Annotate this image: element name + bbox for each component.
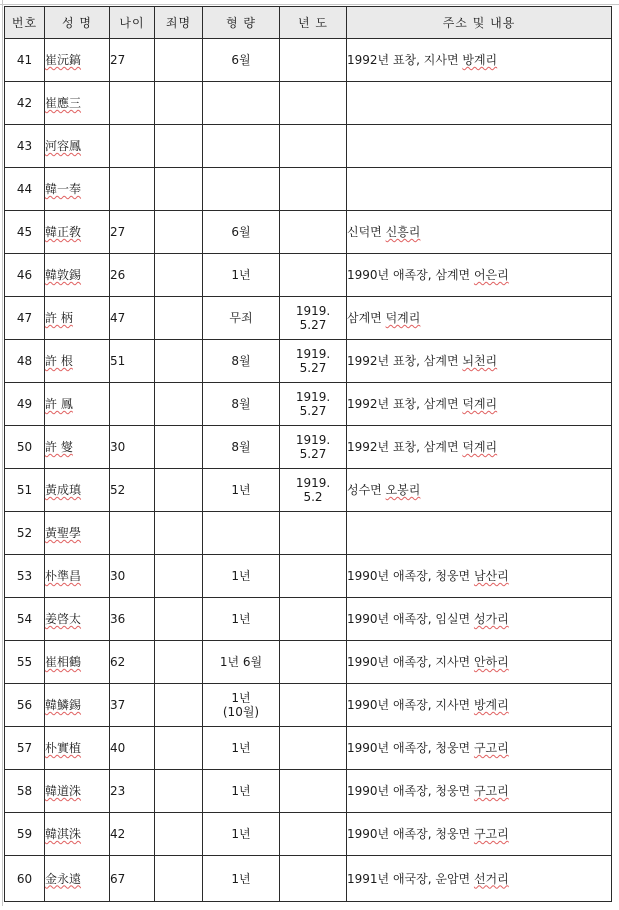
cell-number (5, 340, 45, 383)
cell-sentence (203, 125, 280, 168)
cell-age-text: 42 (110, 827, 126, 841)
cell-sentence-text: 8월 (231, 440, 251, 454)
cell-name-text: 韓一奉 (45, 182, 82, 196)
cell-address (347, 598, 612, 641)
cell-crime (155, 469, 203, 512)
table-row (5, 598, 612, 641)
cell-name (45, 383, 110, 426)
cell-year (280, 297, 347, 340)
cell-name (45, 641, 110, 684)
cell-age-text: 47 (110, 311, 126, 325)
cell-sentence-text: 1년 (231, 483, 251, 497)
cell-number-text: 42 (16, 96, 33, 110)
cell-sentence (203, 555, 280, 598)
cell-sentence (203, 512, 280, 555)
cell-sentence-text: 1년 (231, 569, 251, 583)
cell-name-text: 韓正敎 (45, 225, 82, 239)
cell-name (45, 598, 110, 641)
table-row (5, 684, 612, 727)
cell-sentence-text: 8월 (231, 354, 251, 368)
cell-address-text: 1992년 표창, 삼계면 덕계리 (347, 397, 498, 411)
cell-name-text: 姜啓太 (45, 612, 82, 626)
cell-age-text: 52 (110, 483, 126, 497)
cell-sentence (203, 168, 280, 211)
cell-sentence (203, 340, 280, 383)
cell-year (280, 856, 347, 902)
cell-name-text: 崔沅鎬 (45, 53, 82, 67)
cell-name (45, 168, 110, 211)
cell-age (110, 39, 155, 82)
cell-sentence (203, 813, 280, 856)
cell-year (280, 598, 347, 641)
cell-name-text: 韓敦錫 (45, 268, 82, 282)
cell-year (280, 512, 347, 555)
cell-year (280, 813, 347, 856)
cell-sentence-text: 1년 (231, 871, 251, 886)
table-row (5, 125, 612, 168)
cell-sentence (203, 856, 280, 902)
cell-number (5, 512, 45, 555)
independence-activists-table (4, 6, 612, 902)
cell-number-text: 57 (16, 741, 33, 755)
cell-address-text: 신덕면 신흥리 (347, 225, 421, 239)
cell-address-text: 1992년 표창, 삼계면 덕계리 (347, 440, 498, 454)
cell-sentence (203, 641, 280, 684)
cell-crime (155, 813, 203, 856)
header-row (5, 7, 612, 39)
cell-name-text: 許 燮 (45, 440, 73, 454)
cell-year (280, 555, 347, 598)
cell-name (45, 727, 110, 770)
cell-year-text: 1919. 5.27 (295, 390, 331, 418)
cell-age (110, 168, 155, 211)
cell-crime (155, 254, 203, 297)
cell-number-text: 52 (16, 526, 33, 540)
page-left-edge (2, 0, 3, 906)
cell-name-text: 崔相鶴 (45, 655, 82, 669)
cell-age-text: 67 (110, 871, 126, 886)
cell-number (5, 770, 45, 813)
cell-age-text: 27 (110, 53, 126, 67)
cell-year-text: 1919. 5.27 (295, 347, 331, 375)
cell-age (110, 770, 155, 813)
table-body (5, 39, 612, 902)
cell-sentence (203, 211, 280, 254)
table-row (5, 727, 612, 770)
cell-name (45, 469, 110, 512)
cell-number (5, 168, 45, 211)
cell-sentence (203, 727, 280, 770)
cell-number-text: 51 (16, 483, 33, 497)
table-row (5, 168, 612, 211)
cell-name (45, 684, 110, 727)
table-row (5, 512, 612, 555)
header-name: 성 명 (45, 7, 110, 39)
cell-age (110, 641, 155, 684)
cell-sentence-text: 6월 (231, 53, 251, 67)
cell-address (347, 727, 612, 770)
table-row (5, 297, 612, 340)
cell-crime (155, 297, 203, 340)
header-year: 년 도 (280, 7, 347, 39)
cell-sentence-text: 1년 (231, 612, 251, 626)
cell-crime (155, 211, 203, 254)
cell-address-text: 1990년 애족장, 청웅면 구고리 (347, 741, 509, 755)
cell-name (45, 340, 110, 383)
cell-year (280, 39, 347, 82)
cell-number-text: 58 (16, 784, 33, 798)
table-row (5, 813, 612, 856)
cell-crime (155, 555, 203, 598)
cell-address-text: 1990년 애족장, 청웅면 구고리 (347, 827, 509, 841)
cell-number-text: 53 (16, 569, 33, 583)
cell-sentence-text: 1년 (231, 268, 251, 282)
cell-number-text: 60 (16, 871, 33, 886)
cell-age (110, 512, 155, 555)
cell-address (347, 684, 612, 727)
cell-sentence (203, 469, 280, 512)
cell-number-text: 45 (16, 225, 33, 239)
cell-crime (155, 39, 203, 82)
cell-name-text: 韓淇洙 (45, 827, 82, 841)
cell-age-text: 30 (110, 569, 126, 583)
cell-sentence-text: 1년 (231, 784, 251, 798)
cell-crime (155, 770, 203, 813)
cell-sentence (203, 426, 280, 469)
cell-sentence-text: 1년 (231, 741, 251, 755)
cell-age-text: 51 (110, 354, 126, 368)
table-row (5, 82, 612, 125)
cell-sentence-text: 무죄 (229, 311, 253, 325)
cell-name-text: 河容鳳 (45, 139, 82, 153)
cell-crime (155, 727, 203, 770)
cell-crime (155, 125, 203, 168)
table-row (5, 39, 612, 82)
cell-name (45, 82, 110, 125)
cell-year (280, 168, 347, 211)
cell-year (280, 727, 347, 770)
cell-number (5, 82, 45, 125)
cell-number-text: 48 (16, 354, 33, 368)
cell-age (110, 383, 155, 426)
cell-age (110, 125, 155, 168)
cell-crime (155, 641, 203, 684)
table-row (5, 254, 612, 297)
cell-name-text: 許 根 (45, 354, 73, 368)
cell-number (5, 684, 45, 727)
table-row (5, 770, 612, 813)
cell-number-text: 47 (16, 311, 33, 325)
cell-year-text: 1919. 5.27 (295, 304, 331, 332)
cell-name (45, 770, 110, 813)
cell-address-text: 1990년 애족장, 임실면 성가리 (347, 612, 509, 626)
cell-address-text: 1991년 애국장, 운암면 선거리 (347, 871, 509, 886)
cell-address (347, 211, 612, 254)
header-crime: 죄명 (155, 7, 203, 39)
cell-name (45, 211, 110, 254)
cell-name (45, 555, 110, 598)
cell-number (5, 856, 45, 902)
cell-number-text: 41 (16, 53, 33, 67)
cell-number (5, 641, 45, 684)
cell-name-text: 金永遠 (45, 871, 82, 886)
cell-age-text: 26 (110, 268, 126, 282)
cell-number-text: 56 (16, 698, 33, 712)
cell-name-text: 崔應三 (45, 96, 82, 110)
header-number: 번호 (5, 7, 45, 39)
cell-age-text: 36 (110, 612, 126, 626)
cell-number (5, 813, 45, 856)
cell-age-text: 30 (110, 440, 126, 454)
cell-address (347, 125, 612, 168)
cell-crime (155, 856, 203, 902)
header-age: 나이 (110, 7, 155, 39)
cell-number-text: 54 (16, 612, 33, 626)
table-row (5, 426, 612, 469)
cell-age (110, 340, 155, 383)
cell-address (347, 39, 612, 82)
cell-address-text: 1990년 애족장, 삼계면 어은리 (347, 268, 509, 282)
cell-address (347, 168, 612, 211)
cell-age (110, 813, 155, 856)
cell-number (5, 598, 45, 641)
cell-crime (155, 684, 203, 727)
table-row (5, 211, 612, 254)
cell-number-text: 55 (16, 655, 33, 669)
cell-name-text: 黃成瑱 (45, 483, 82, 497)
cell-year (280, 340, 347, 383)
cell-name (45, 856, 110, 902)
cell-crime (155, 426, 203, 469)
cell-sentence (203, 684, 280, 727)
cell-age-text: 27 (110, 225, 126, 239)
cell-address-text: 1990년 애족장, 청웅면 구고리 (347, 784, 509, 798)
table-row (5, 856, 612, 902)
cell-year (280, 770, 347, 813)
cell-name-text: 黃聖學 (45, 526, 82, 540)
cell-number (5, 297, 45, 340)
cell-number-text: 49 (16, 397, 33, 411)
cell-address (347, 297, 612, 340)
cell-name-text: 韓鱗錫 (45, 698, 82, 712)
cell-address (347, 383, 612, 426)
cell-crime (155, 512, 203, 555)
cell-age-text: 23 (110, 784, 126, 798)
cell-number (5, 727, 45, 770)
cell-sentence (203, 82, 280, 125)
cell-address-text: 성수면 오봉리 (347, 483, 421, 497)
cell-address (347, 469, 612, 512)
cell-age (110, 211, 155, 254)
table-row (5, 641, 612, 684)
cell-name-text: 韓道洙 (45, 784, 82, 798)
cell-name-text: 朴實植 (45, 741, 82, 755)
cell-sentence-text: 1년 6월 (219, 655, 263, 669)
cell-crime (155, 383, 203, 426)
header-sentence: 형 량 (203, 7, 280, 39)
cell-age-text: 40 (110, 741, 126, 755)
cell-year (280, 469, 347, 512)
cell-year-text: 1919. 5.2 (295, 476, 331, 504)
cell-sentence (203, 297, 280, 340)
cell-age (110, 684, 155, 727)
cell-age-text: 37 (110, 698, 126, 712)
cell-sentence (203, 598, 280, 641)
cell-age (110, 297, 155, 340)
cell-address-text: 1992년 표창, 삼계면 뇌천리 (347, 354, 498, 368)
cell-number (5, 125, 45, 168)
cell-number (5, 469, 45, 512)
cell-name (45, 813, 110, 856)
cell-address-text: 삼계면 덕계리 (347, 311, 421, 325)
cell-address (347, 813, 612, 856)
cell-sentence-text: 6월 (231, 225, 251, 239)
cell-number (5, 555, 45, 598)
table-row (5, 555, 612, 598)
cell-address (347, 856, 612, 902)
cell-name-text: 許 鳳 (45, 397, 73, 411)
cell-year (280, 254, 347, 297)
cell-name (45, 512, 110, 555)
cell-number-text: 46 (16, 268, 33, 282)
cell-crime (155, 340, 203, 383)
cell-age (110, 82, 155, 125)
cell-age (110, 469, 155, 512)
cell-name (45, 426, 110, 469)
cell-name (45, 39, 110, 82)
cell-age (110, 856, 155, 902)
cell-age-text: 62 (110, 655, 126, 669)
cell-address (347, 555, 612, 598)
cell-number (5, 426, 45, 469)
cell-sentence (203, 254, 280, 297)
page-top-edge (0, 0, 619, 5)
cell-address (347, 340, 612, 383)
table-row (5, 469, 612, 512)
cell-sentence (203, 383, 280, 426)
cell-year (280, 684, 347, 727)
cell-age (110, 426, 155, 469)
cell-address-text: 1990년 애족장, 지사면 안하리 (347, 655, 509, 669)
cell-address (347, 426, 612, 469)
cell-address (347, 82, 612, 125)
cell-number-text: 59 (16, 827, 33, 841)
cell-address (347, 254, 612, 297)
cell-year (280, 426, 347, 469)
cell-sentence (203, 39, 280, 82)
cell-year (280, 641, 347, 684)
cell-address (347, 512, 612, 555)
cell-age (110, 254, 155, 297)
cell-sentence-text: 1년 (10월) (222, 691, 260, 719)
cell-address-text: 1990년 애족장, 지사면 방계리 (347, 698, 509, 712)
cell-number (5, 383, 45, 426)
cell-age (110, 727, 155, 770)
cell-sentence-text: 1년 (231, 827, 251, 841)
cell-name (45, 125, 110, 168)
cell-number-text: 44 (16, 182, 33, 196)
cell-address (347, 641, 612, 684)
cell-address-text: 1992년 표창, 지사면 방계리 (347, 53, 498, 67)
cell-number (5, 254, 45, 297)
cell-number-text: 43 (16, 139, 33, 153)
cell-sentence-text: 8월 (231, 397, 251, 411)
header-address: 주소 및 내용 (347, 7, 612, 39)
cell-name-text: 許 柄 (45, 311, 73, 325)
cell-year (280, 82, 347, 125)
cell-address (347, 770, 612, 813)
cell-age (110, 598, 155, 641)
table-row (5, 340, 612, 383)
cell-number (5, 39, 45, 82)
cell-year (280, 211, 347, 254)
cell-age (110, 555, 155, 598)
cell-name (45, 297, 110, 340)
cell-number (5, 211, 45, 254)
cell-crime (155, 82, 203, 125)
cell-name-text: 朴準昌 (45, 569, 82, 583)
cell-year (280, 383, 347, 426)
cell-year (280, 125, 347, 168)
cell-year-text: 1919. 5.27 (295, 433, 331, 461)
cell-address-text: 1990년 애족장, 청웅면 남산리 (347, 569, 509, 583)
cell-sentence (203, 770, 280, 813)
cell-name (45, 254, 110, 297)
table-row (5, 383, 612, 426)
cell-crime (155, 598, 203, 641)
cell-crime (155, 168, 203, 211)
cell-number-text: 50 (16, 440, 33, 454)
